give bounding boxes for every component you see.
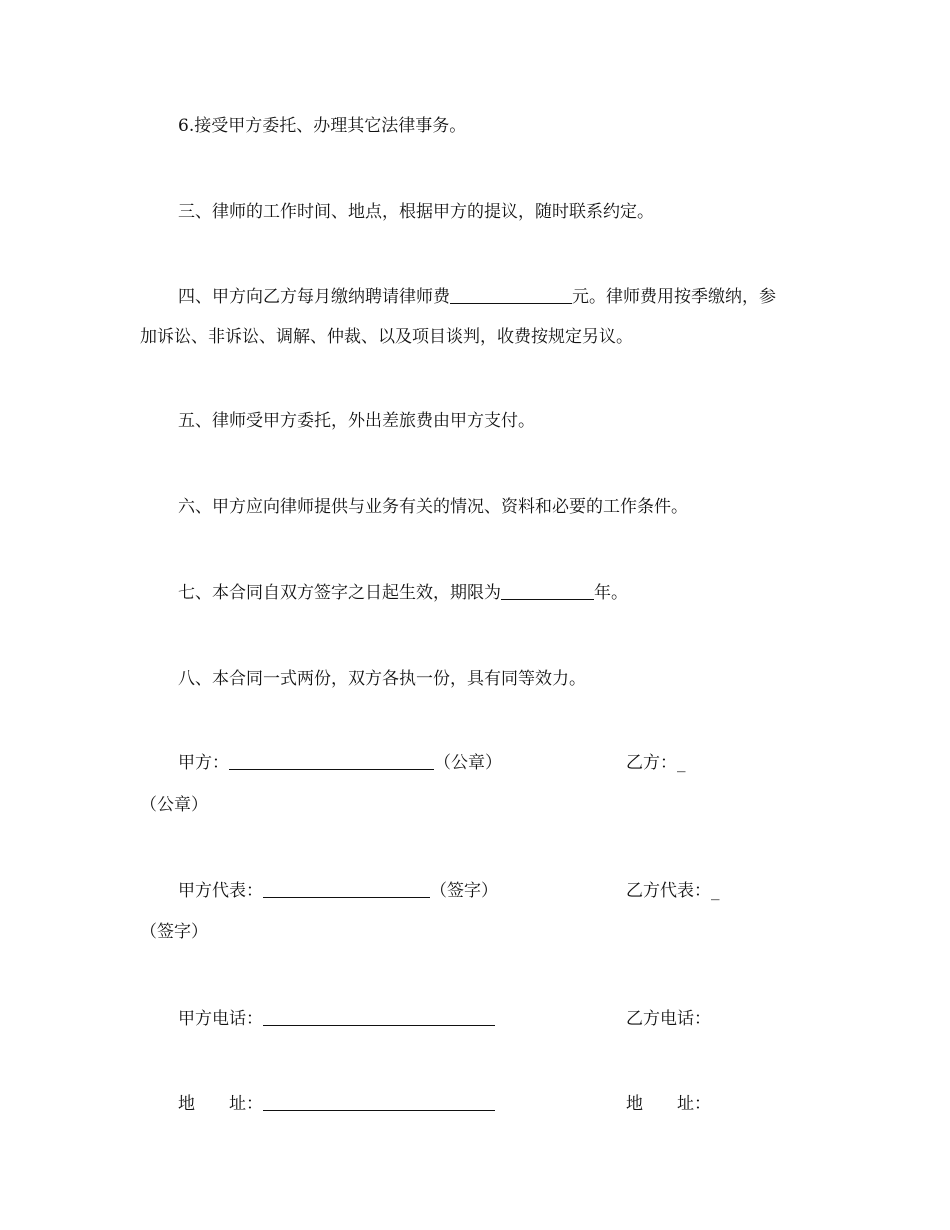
rep-b-label: 乙方代表：_ xyxy=(626,881,720,901)
fee-blank xyxy=(450,286,572,304)
phone-a-row xyxy=(178,1008,495,1030)
party-a-row xyxy=(178,752,502,774)
party-a-blank xyxy=(229,752,434,770)
rep-a-label: 甲方代表： xyxy=(178,881,263,901)
clause-3: 三、律师的工作时间、地点，根据甲方的提议，随时联系约定。 xyxy=(178,202,654,222)
clause-5: 五、律师受甲方委托，外出差旅费由甲方支付。 xyxy=(178,411,535,431)
clause-8: 八、本合同一式两份，双方各执一份，具有同等效力。 xyxy=(178,669,586,689)
clause-6-item: 6.接受甲方委托、办理其它法律事务。 xyxy=(178,116,467,136)
clause-4 xyxy=(178,286,776,308)
party-a-label: 甲方： xyxy=(178,753,229,773)
party-a-seal: （公章） xyxy=(434,753,502,773)
rep-b-sign: （签字） xyxy=(140,922,208,942)
address-a-blank xyxy=(263,1093,495,1111)
address-a-row xyxy=(178,1093,495,1115)
party-b-label: 乙方：_ xyxy=(626,753,686,773)
address-b-label: 地 址： xyxy=(626,1094,711,1114)
clause-4-continued: 加诉讼、非诉讼、调解、仲裁、以及项目谈判，收费按规定另议。 xyxy=(140,327,633,347)
rep-a-sign: （签字） xyxy=(430,881,498,901)
clause-7-text-post: 年。 xyxy=(594,583,628,603)
phone-a-blank xyxy=(263,1008,495,1026)
rep-a-row xyxy=(178,880,498,902)
rep-a-blank xyxy=(263,880,430,898)
phone-a-label: 甲方电话： xyxy=(178,1009,263,1029)
clause-4-text-post: 元。律师费用按季缴纳，参 xyxy=(572,287,776,307)
clause-7 xyxy=(178,582,628,604)
clause-7-text-pre: 七、本合同自双方签字之日起生效，期限为 xyxy=(178,583,501,603)
clause-6: 六、甲方应向律师提供与业务有关的情况、资料和必要的工作条件。 xyxy=(178,497,688,517)
clause-4-text-pre: 四、甲方向乙方每月缴纳聘请律师费 xyxy=(178,287,450,307)
term-blank xyxy=(501,582,594,600)
party-b-seal: （公章） xyxy=(140,795,208,815)
phone-b-label: 乙方电话： xyxy=(626,1009,711,1029)
address-a-label: 地 址： xyxy=(178,1094,263,1114)
